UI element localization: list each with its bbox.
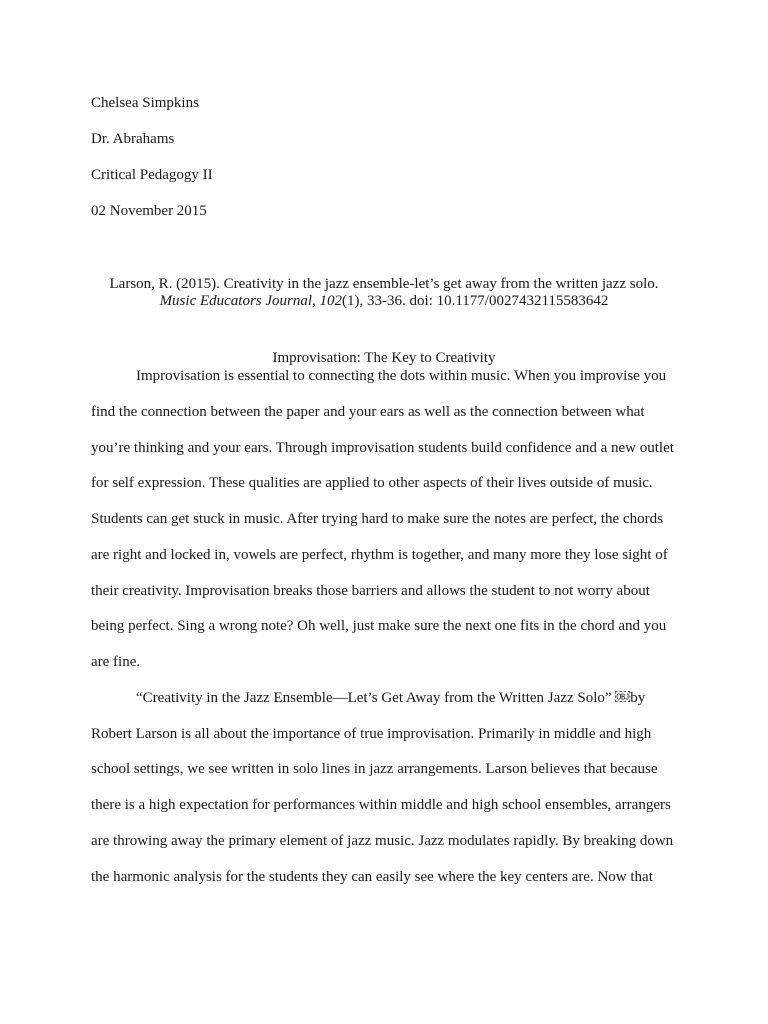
paragraph-1-line: Students can get stuck in music. After trying hard to make sure the notes are perfect, the chords (91, 511, 663, 527)
citation-details: (1), 33-36. doi: 10.1177/0027432115583642 (342, 293, 609, 309)
citation-journal: Music Educators Journal, 102 (159, 293, 343, 309)
paragraph-1-line: Improvisation is essential to connecting the dots within music. When you improvise you (136, 368, 667, 384)
paragraph-1-line: being perfect. Sing a wrong note? Oh well, just make sure the next one fits in the chord and you (91, 618, 667, 634)
essay-title: Improvisation: The Key to Creativity (272, 350, 496, 366)
instructor-name: Dr. Abrahams (91, 131, 175, 147)
paragraph-2-line: school settings, we see written in solo lines in jazz arrangements. Larson believes that because (91, 761, 658, 777)
paragraph-2-line: “Creativity in the Jazz Ensemble—Let’s Get Away from the Written Jazz Solo” ￼by (136, 690, 646, 706)
paragraph-1-line: their creativity. Improvisation breaks those barriers and allows the student to not worry about (91, 583, 650, 599)
citation-line-1: Larson, R. (2015). Creativity in the jazz ensemble-let’s get away from the written jazz solo. (109, 276, 659, 292)
paragraph-1-line: for self expression. These qualities are applied to other aspects of their lives outside of music. (91, 475, 653, 491)
paragraph-1-line: you’re thinking and your ears. Through improvisation students build confidence and a new outlet (91, 440, 674, 456)
paragraph-1-line: are right and locked in, vowels are perfect, rhythm is together, and many more they lose sight of (91, 547, 668, 563)
paragraph-2-line: the harmonic analysis for the students they can easily see where the key centers are. Now that (91, 869, 653, 885)
paragraph-2-line: there is a high expectation for performances within middle and high school ensembles, arrangers (91, 797, 671, 813)
paragraph-1-line: find the connection between the paper and your ears as well as the connection between what (91, 404, 645, 420)
paragraph-2-line: Robert Larson is all about the importance of true improvisation. Primarily in middle and high (91, 726, 652, 742)
paragraph-2-line: are throwing away the primary element of jazz music. Jazz modulates rapidly. By breaking down (91, 833, 674, 849)
course-name: Critical Pedagogy II (91, 167, 213, 183)
document-date: 02 November 2015 (91, 203, 207, 219)
author-name: Chelsea Simpkins (91, 95, 199, 111)
citation-line-2 (0, 292, 768, 310)
paragraph-1-line: are fine. (91, 654, 141, 670)
